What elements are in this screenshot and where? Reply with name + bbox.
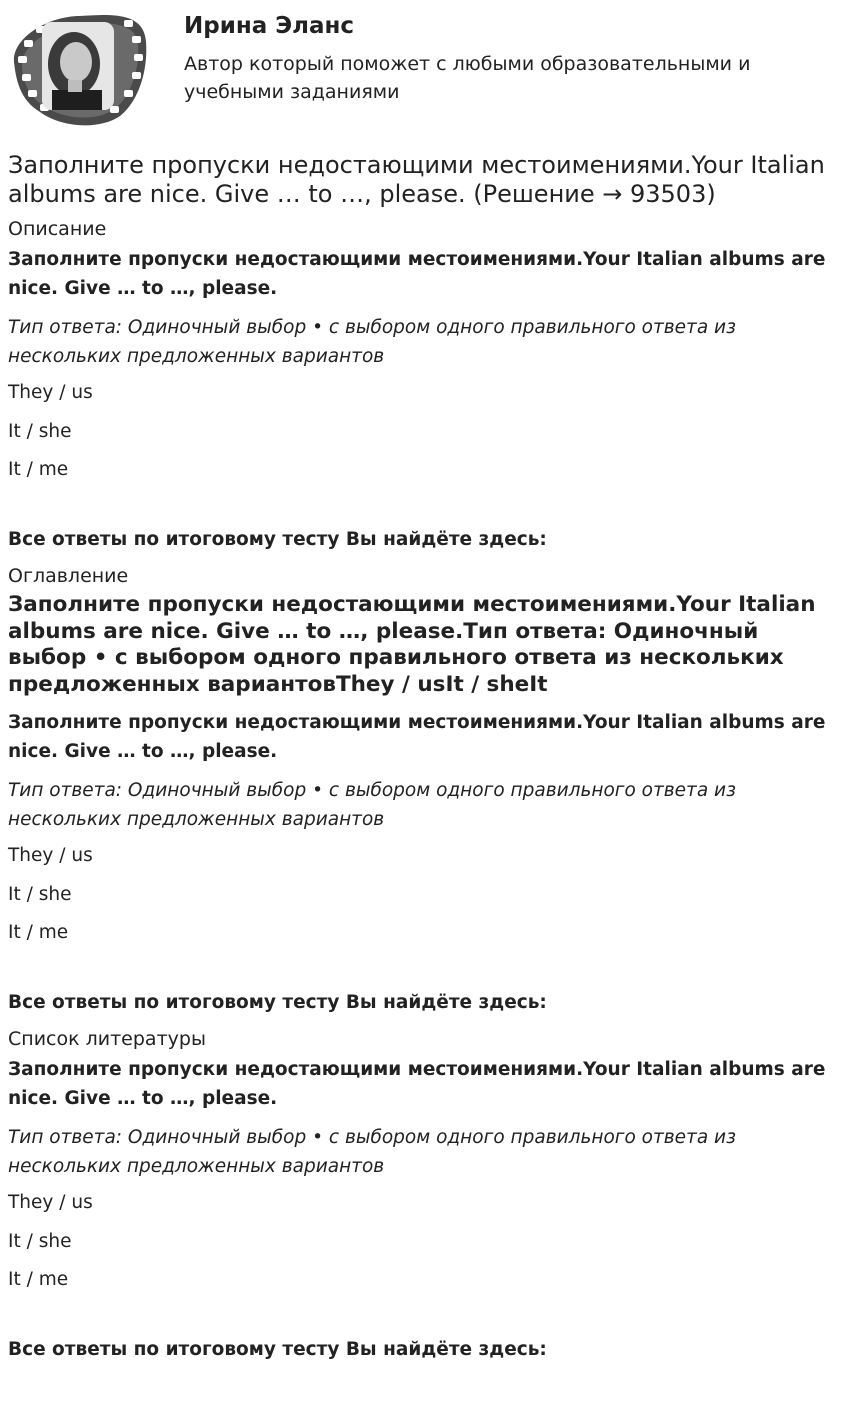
section-label: Описание xyxy=(8,218,107,240)
avatar xyxy=(8,8,150,128)
toc-heading[interactable]: Заполните пропуски недостающими местоимениями.Your Italian albums are nice. Give … to …, please.Тип ответа: Одиночный выбор • с выбором одного правильного ответа из нескольких предложенных вариантовThey / usIt / sheIt xyxy=(8,592,816,697)
answer-option: They / us xyxy=(8,382,93,403)
all-answers-link[interactable]: Все ответы по итоговому тесту Вы найдёте здесь: xyxy=(8,529,547,550)
answer-option: It / me xyxy=(8,1269,69,1290)
answer-type: Тип ответа: Одиночный выбор • с выбором одного правильного ответа из нескольких предложенных вариантов xyxy=(8,1127,736,1177)
author-info xyxy=(184,8,784,106)
question-text: Заполните пропуски недостающими местоимениями.Your Italian albums are nice. Give … to …, please. xyxy=(8,712,826,762)
page-title: Заполните пропуски недостающими местоимениями.Your Italian albums are nice. Give … to …, please. (Решение → 93503) xyxy=(8,151,825,208)
description-section xyxy=(8,217,839,552)
question-text: Заполните пропуски недостающими местоимениями.Your Italian albums are nice. Give … to …, please. xyxy=(8,249,826,299)
answer-option: It / she xyxy=(8,1230,72,1252)
author-card xyxy=(8,8,839,140)
all-answers-link[interactable]: Все ответы по итоговому тесту Вы найдёте здесь: xyxy=(8,1339,547,1360)
answer-option: It / me xyxy=(8,922,69,943)
author-description: Автор который поможет с любыми образовательными и учебными заданиями xyxy=(184,53,751,103)
answer-option: They / us xyxy=(8,845,93,866)
answer-option: It / she xyxy=(8,883,72,905)
author-name[interactable]: Ирина Эланс xyxy=(184,13,355,39)
answer-option: It / she xyxy=(8,420,72,442)
all-answers-link[interactable]: Все ответы по итоговому тесту Вы найдёте здесь: xyxy=(8,992,547,1013)
section-label: Список литературы xyxy=(8,1028,206,1050)
answer-option: It / me xyxy=(8,459,69,480)
toc-section xyxy=(8,564,839,1015)
answer-type: Тип ответа: Одиночный выбор • с выбором одного правильного ответа из нескольких предложенных вариантов xyxy=(8,317,736,367)
author-photo-icon xyxy=(8,8,150,128)
bibliography-section xyxy=(8,1027,839,1362)
section-label: Оглавление xyxy=(8,565,129,587)
question-text: Заполните пропуски недостающими местоимениями.Your Italian albums are nice. Give … to …, please. xyxy=(8,1059,826,1109)
answer-option: They / us xyxy=(8,1192,93,1213)
answer-type: Тип ответа: Одиночный выбор • с выбором одного правильного ответа из нескольких предложенных вариантов xyxy=(8,780,736,830)
